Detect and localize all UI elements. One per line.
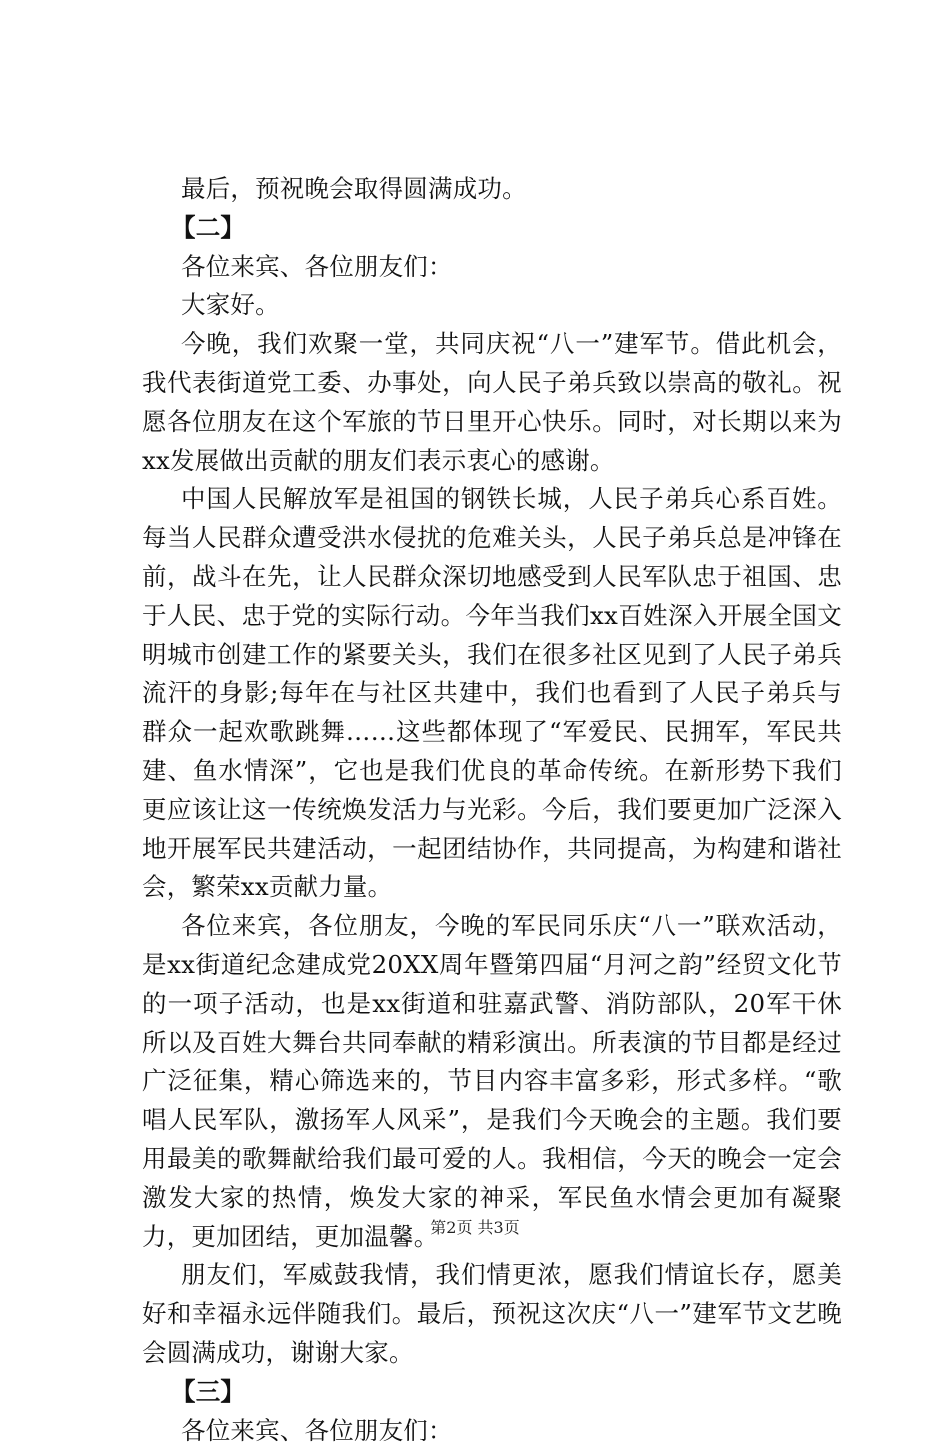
salutation: 各位来宾、各位朋友们：: [142, 248, 842, 287]
salutation-two: 各位来宾、各位朋友们：: [142, 1412, 842, 1450]
section-heading-two: 【二】: [142, 209, 842, 248]
document-body: [142, 170, 842, 1450]
paragraph-closing: 朋友们，军威鼓我情，我们情更浓，愿我们情谊长存，愿美好和幸福永远伴随我们。最后，预祝这次庆“八一”建军节文艺晚会圆满成功，谢谢大家。: [142, 1256, 842, 1372]
paragraph-event: 各位来宾，各位朋友，今晚的军民同乐庆“八一”联欢活动，是xx街道纪念建成党20XX周年暨第四届“月河之韵”经贸文化节的一项子活动，也是xx街道和驻嘉武警、消防部队，20军干休所以及百姓大舞台共同奉献的精彩演出。所表演的节目都是经过广泛征集，精心筛选来的，节目内容丰富多彩，形式多样。“歌唱人民军队，激扬军人风采”，是我们今天晚会的主题。我们要用最美的歌舞献给我们最可爱的人。我相信，今天的晚会一定会激发大家的热情，焕发大家的神采，军民鱼水情会更加有凝聚力，更加团结，更加温馨。: [142, 907, 842, 1256]
section-heading-three: 【三】: [142, 1373, 842, 1412]
paragraph-pla: 中国人民解放军是祖国的钢铁长城，人民子弟兵心系百姓。每当人民群众遭受洪水侵扰的危难关头，人民子弟兵总是冲锋在前，战斗在先，让人民群众深切地感受到人民军队忠于祖国、忠于人民、忠于党的实际行动。今年当我们xx百姓深入开展全国文明城市创建工作的紧要关头，我们在很多社区见到了人民子弟兵流汗的身影;每年在与社区共建中，我们也看到了人民子弟兵与群众一起欢歌跳舞……这些都体现了“军爱民、民拥军，军民共建、鱼水情深”，它也是我们优良的革命传统。在新形势下我们更应该让这一传统焕发活力与光彩。今后，我们要更加广泛深入地开展军民共建活动，一起团结协作，共同提高，为构建和谐社会，繁荣xx贡献力量。: [142, 480, 842, 907]
paragraph-opening: 今晚，我们欢聚一堂，共同庆祝“八一”建军节。借此机会，我代表街道党工委、办事处，向人民子弟兵致以崇高的敬礼。祝愿各位朋友在这个军旅的节日里开心快乐。同时，对长期以来为xx发展做出贡献的朋友们表示衷心的感谢。: [142, 325, 842, 480]
greeting: 大家好。: [142, 286, 842, 325]
page-number-footer: 第2页 共3页: [0, 1218, 950, 1238]
closing-line: 最后，预祝晚会取得圆满成功。: [142, 170, 842, 209]
